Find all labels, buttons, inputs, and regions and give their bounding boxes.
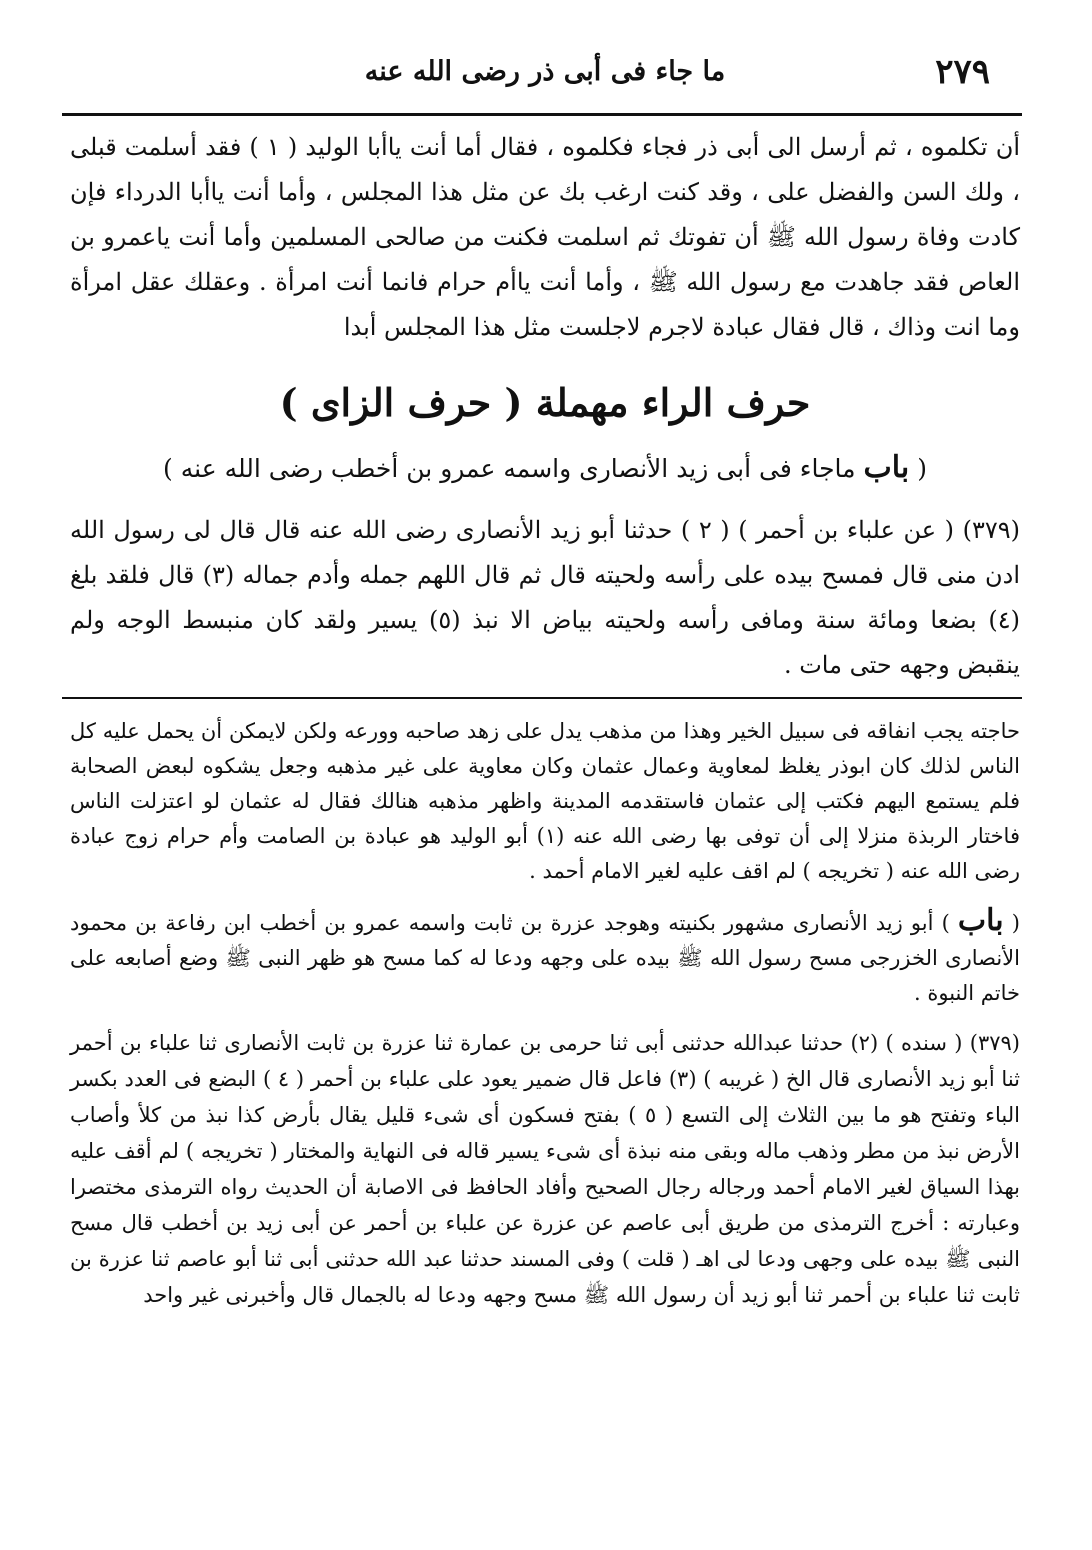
hadith-text: (٣٧٩) ( عن علباء بن أحمر ) ( ٢ ) حدثنا أبو زيد الأنصارى رضى الله عنه قال قال لى رسول الله ادن منى قال فمسح بيده على رأسه ولحيته قال ثم قال اللهم جمله وأدم جماله (٣) قال فلقد بلغ (٤) بضعا ومائة سنة ومافى رأسه ولحيته بياض الا نبذ (٥) يسير ولقد كان منبسط الوجه ولم ينقبض وجهه حتى مات .	[70, 516, 1021, 679]
footnotes-block	[70, 714, 1020, 1313]
chapter-label: باب	[863, 450, 910, 485]
chapter-heading	[70, 450, 1020, 485]
main-paragraph: أن تكلموه ، ثم أرسل الى أبى ذر فجاء فكلموه ، فقال أما أنت ياأبا الوليد ( ١ ) فقد أسلمت قبلى ، ولك السن والفضل على ، وقد كنت ارغب بك عن مثل هذا المجلس ، وأما أنت ياأبا الدرداء فإن كادت وفاة رسول الله ﷺ أن تفوتك ثم اسلمت فكنت من صالحى المسلمين وأما أنت ياعمرو بن العاص فقد جاهدت مع رسول الله ﷺ ، وأما أنت ياأم حرام فانما أنت امرأة . وعقلك عقل امرأة وما انت وذاك ، قال فقال عبادة لاجرم لاجلست مثل هذا المجلس أبدا	[70, 133, 1020, 341]
section-title: حرف الراء مهملة ( حرف الزاى )	[279, 380, 811, 425]
chapter-title: ماجاء فى أبى زيد الأنصارى واسمه عمرو بن أخطب رضى الله عنه	[180, 454, 856, 483]
page-header	[70, 52, 1020, 96]
sanad-note-paragraph: (٣٧٩) ( سنده ) (٢) حدثنا عبدالله حدثنى أبى ثنا حرمى بن عمارة ثنا عزرة بن ثابت الأنصارى ثنا علباء بن أحمر ثنا أبو زيد الأنصارى قال الخ ( غريبه ) (٣) فاعل قال ضمير يعود على علباء بن أحمر ( ٤ ) البضع فى العدد بكسر الباء وتفتح هو ما بين الثلاث إلى التسع ( ٥ ) بفتح فسكون أى شىء قليل يقال بأرض كذا نبذ من كلأ وأصاب الأرض نبذ من مطر وذهب ماله وبقى منه نبذة أى شىء يسير قاله فى النهاية والمختار ( تخريجه ) لم أقف عليه بهذا السياق لغير الامام أحمد ورجاله رجال الصحيح وأفاد الحافظ فى الاصابة أن الحديث رواه الترمذى مختصرا وعبارته : أخرج الترمذى من طريق أبى عاصم عن عزرة عن علباء بن أحمر عن أبى زيد بن أخطب قال مسح النبى ﷺ بيده على وجهى ودعا لى اهـ ( قلت ) وفى المسند حدثنا عبد الله حدثنى أبى ثنا أبو عاصم ثنا عزرة بن ثابت ثنا علباء بن أحمر ثنا أبو زيد أن رسول الله ﷺ مسح وجهه ودعا له بالجمال قال وأخبرنى غير واحد	[70, 1031, 1021, 1307]
bab-note-text: أبو زيد الأنصارى مشهور بكنيته وهوجد عزرة بن ثابت واسمه عمرو بن أخطب ابن رفاعة بن محمود الأنصارى الخزرجى مسح رسول الله ﷺ بيده على وجهه ودعا له كما مسح هو ظهر النبى ﷺ وضع أصابعه على خاتم النبوة .	[70, 911, 1020, 1005]
main-text-block	[70, 125, 1020, 350]
bab-note-paragraph	[70, 903, 1020, 1011]
close-bracket: )	[941, 911, 950, 935]
page-number: ٢٧٩	[935, 52, 990, 92]
close-bracket: )	[163, 454, 173, 483]
footnote-paragraph: حاجته يجب انفاقه فى سبيل الخير وهذا من مذهب يدل على زهد صاحبه وورعه ولكن لايمكن أن يحمل عليه كل الناس لذلك كان ابوذر يغلظ لمعاوية وعمال عثمان وكان معاوية على غير مذهبه وجعل يشكوه لبعض الصحابة فلم يستمع اليهم فكتب إلى عثمان فاستقدمه المدينة واظهر مذهبه هنالك فقال له عثمان لو اعتزلت الناس فاختار الربذة منزلا إلى أن توفى بها رضى الله عنه (١) أبو الوليد هو عبادة بن الصامت وأم حرام زوج عبادة رضى الله عنه ( تخريجه ) لم اقف عليه لغير الامام أحمد .	[70, 719, 1020, 883]
running-title: ما جاء فى أبى ذر رضى الله عنه	[364, 56, 726, 87]
hadith-block	[70, 508, 1020, 688]
header-rule	[62, 113, 1022, 116]
footnote-rule	[62, 697, 1022, 699]
open-bracket: (	[1011, 911, 1020, 935]
open-bracket: (	[917, 454, 927, 483]
bab-note-label: باب	[957, 903, 1004, 938]
